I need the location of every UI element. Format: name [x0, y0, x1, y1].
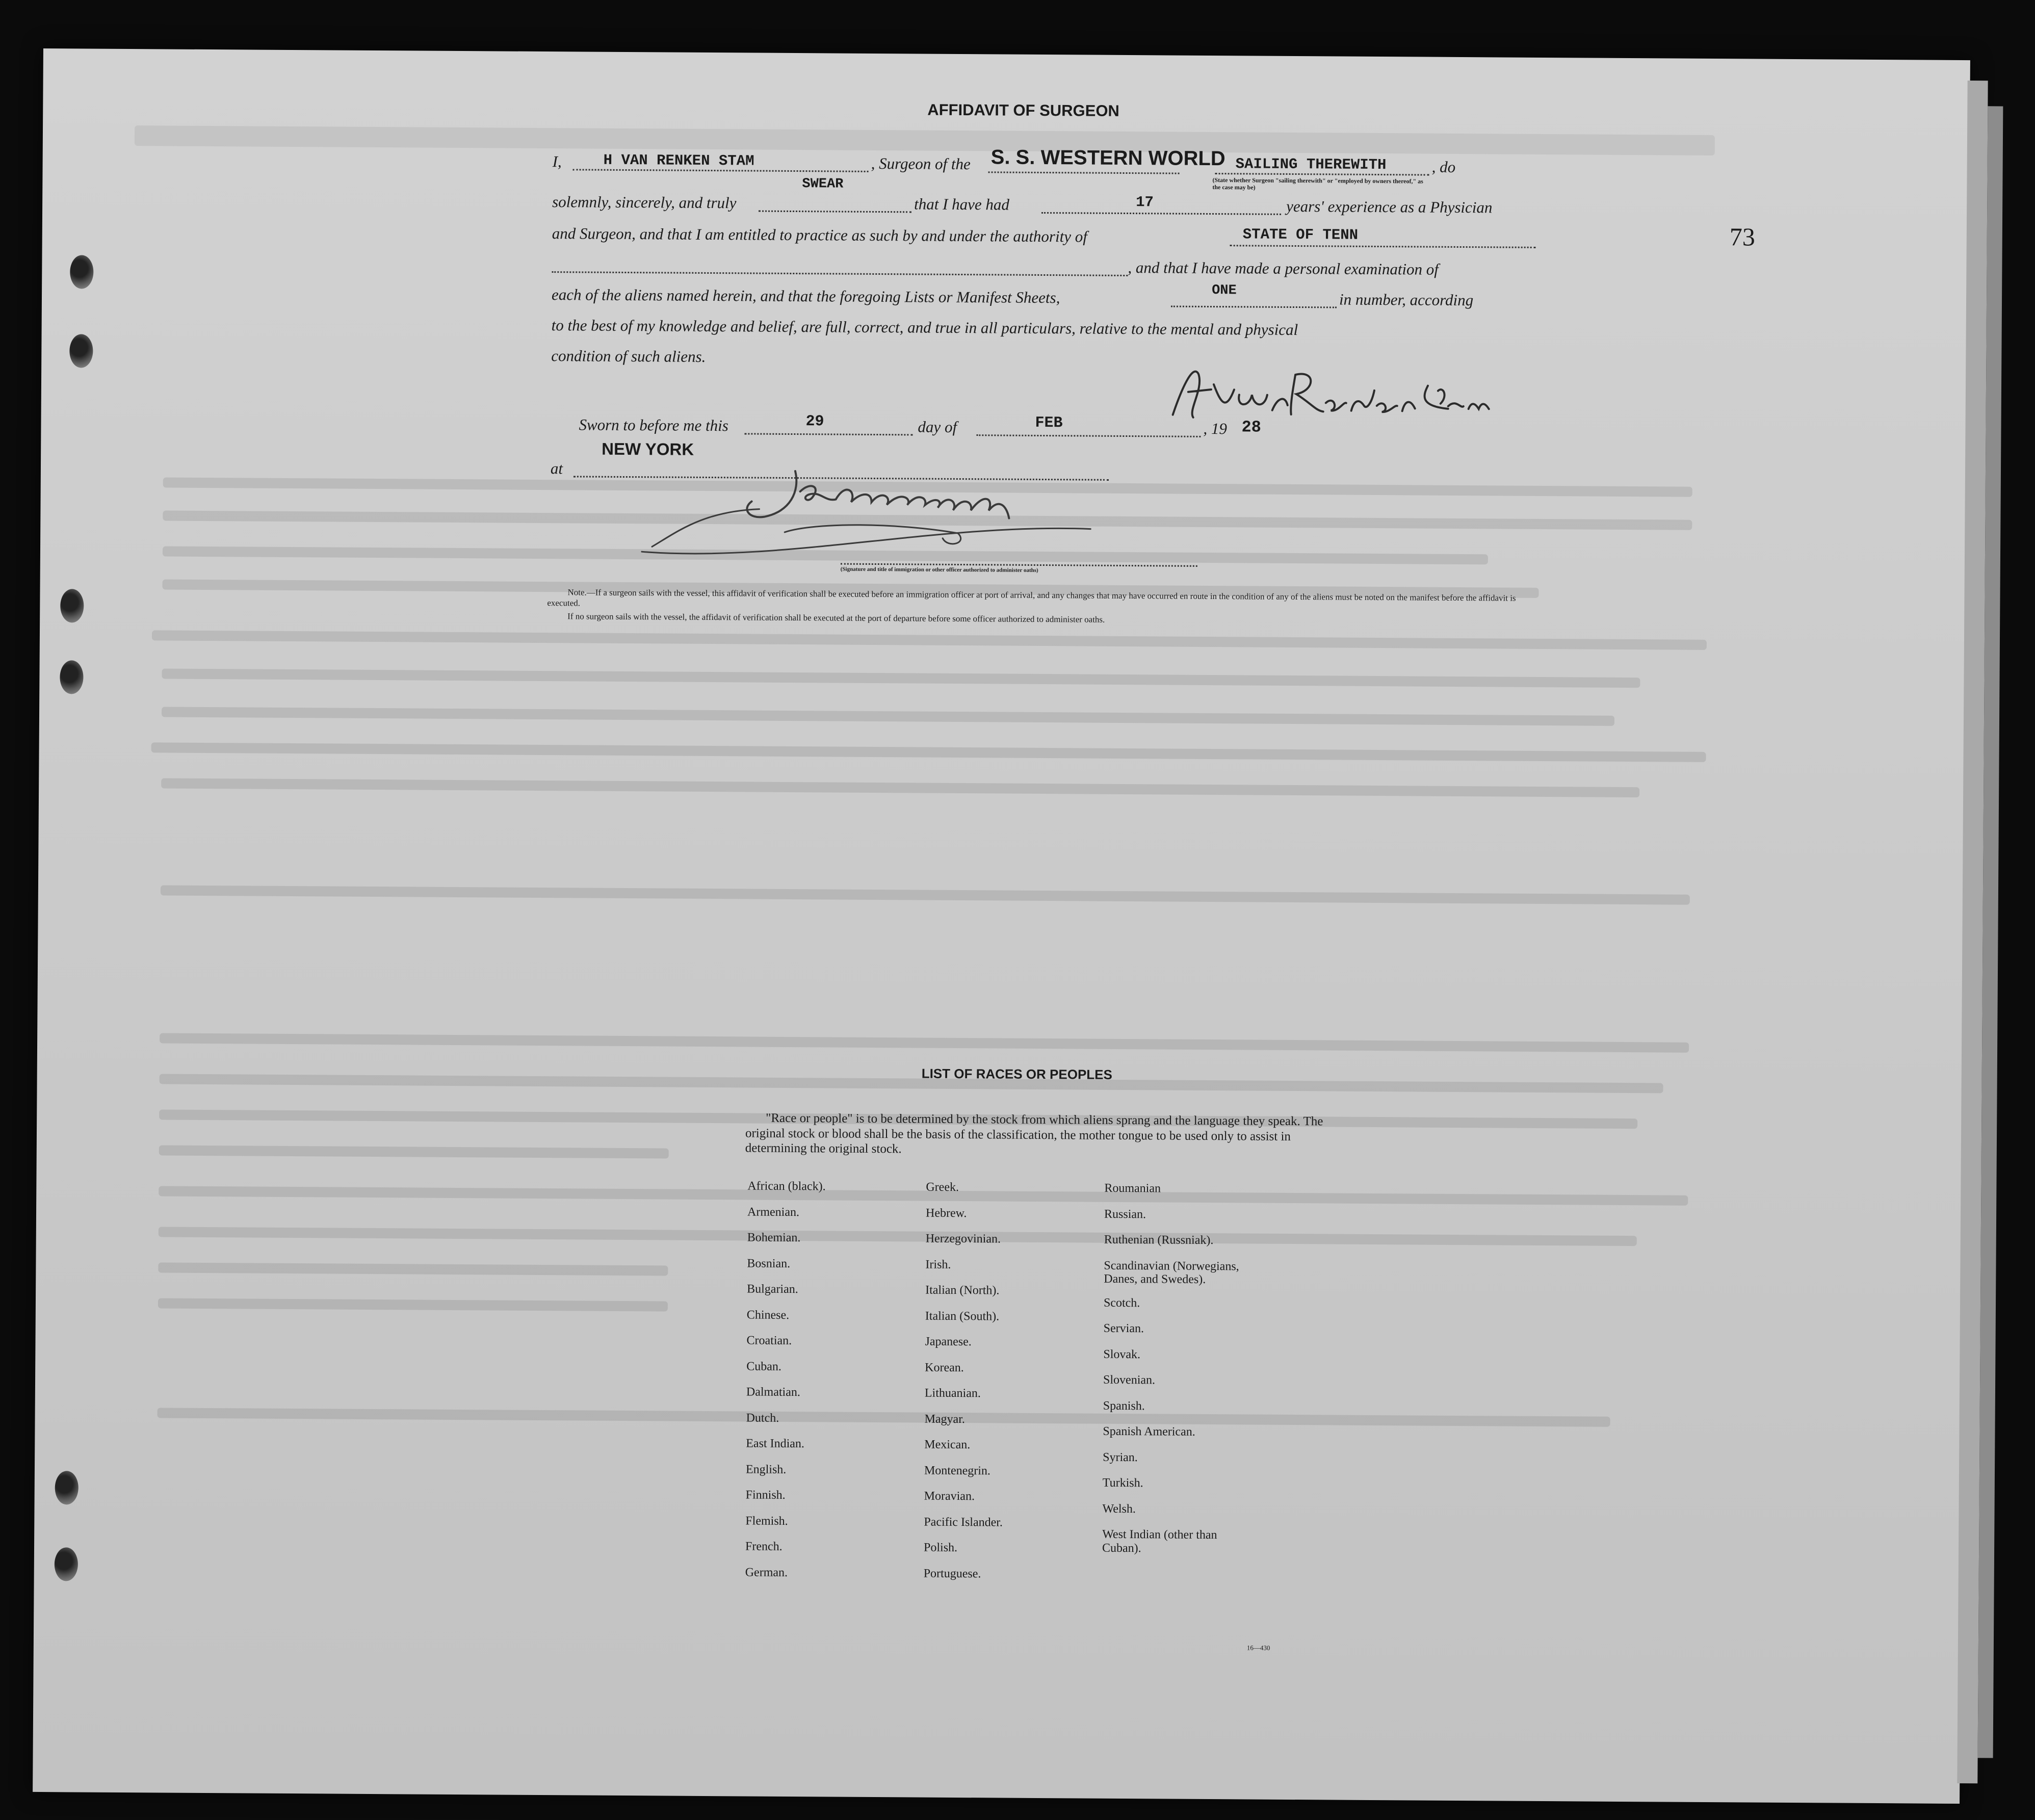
- officer-caption: (Signature and title of immigration or other officer authorized to administer oaths): [840, 566, 1038, 574]
- text: I,: [552, 152, 562, 171]
- fill-line: [552, 271, 1128, 276]
- text: day of: [918, 418, 957, 436]
- race-item: Slovak.: [1103, 1347, 1141, 1361]
- race-item: Russian.: [1104, 1207, 1146, 1221]
- race-item: Montenegrin.: [924, 1464, 991, 1477]
- race-item: Slovenian.: [1103, 1373, 1156, 1387]
- race-item: English.: [745, 1462, 787, 1476]
- fill-line: [1171, 306, 1337, 308]
- race-item: Cuban.: [746, 1359, 781, 1373]
- race-item: Greek.: [926, 1180, 959, 1194]
- binder-hole-icon: [70, 255, 93, 289]
- race-item: Chinese.: [746, 1308, 790, 1322]
- text: that I have had: [914, 195, 1010, 214]
- authority: STATE OF TENN: [1242, 226, 1359, 244]
- race-item: Ruthenian (Russniak).: [1104, 1233, 1214, 1247]
- race-item: Moravian.: [924, 1489, 975, 1503]
- text: in number, according: [1339, 290, 1474, 309]
- binder-hole-icon: [69, 334, 93, 368]
- race-item: Turkish.: [1102, 1476, 1143, 1490]
- sailing-status: SAILING THEREWITH: [1235, 155, 1387, 174]
- fill-line: [573, 169, 869, 172]
- race-item: Spanish American.: [1103, 1424, 1195, 1439]
- race-item: Flemish.: [745, 1514, 788, 1528]
- sailing-note: (State whether Surgeon "sailing therewith" or "employed by owners thereof," as the case may be): [1212, 176, 1423, 191]
- race-item: German.: [745, 1565, 788, 1579]
- text: condition of such aliens.: [551, 347, 706, 366]
- text: to the best of my knowledge and belief, are full, correct, and true in all particulars, relative to the mental and physical: [551, 316, 1298, 339]
- race-item: Mexican.: [924, 1438, 971, 1452]
- text: years' experience as a Physician: [1286, 197, 1493, 217]
- fill-line: [759, 211, 911, 213]
- race-item: Italian (South).: [925, 1309, 1000, 1323]
- race-item: Roumanian: [1104, 1181, 1161, 1195]
- binder-hole-icon: [60, 660, 83, 694]
- race-item: African (black).: [747, 1179, 826, 1193]
- race-item: Portuguese.: [923, 1567, 981, 1580]
- race-item: Croatian.: [746, 1334, 792, 1348]
- race-item: Spanish.: [1103, 1399, 1145, 1413]
- fill-line: [976, 434, 1201, 437]
- race-item: Finnish.: [745, 1488, 786, 1502]
- note-no-surgeon: If no surgeon sails with the vessel, the affidavit of verification shall be executed at the port of departure before some officer authorized to administer oaths.: [567, 611, 1105, 625]
- race-item: West Indian (other than Cuban).: [1102, 1527, 1217, 1555]
- race-item: Herzegovinian.: [925, 1232, 1001, 1246]
- page-number: 73: [1729, 222, 1755, 251]
- race-item: Magyar.: [924, 1412, 966, 1426]
- race-item: Welsh.: [1102, 1502, 1136, 1516]
- oath-type: SWEAR: [802, 176, 844, 192]
- race-item: Korean.: [925, 1361, 964, 1374]
- sheet-count: ONE: [1212, 283, 1237, 299]
- text: each of the aliens named herein, and that the foregoing Lists or Manifest Sheets,: [551, 285, 1060, 307]
- race-item: Dalmatian.: [746, 1385, 800, 1399]
- race-item: Scotch.: [1103, 1296, 1140, 1310]
- binder-hole-icon: [55, 1471, 79, 1504]
- text: at: [550, 459, 563, 478]
- binder-hole-icon: [60, 589, 84, 622]
- sworn-year: 28: [1241, 418, 1262, 437]
- text: , Surgeon of the: [871, 154, 971, 173]
- text: , do: [1431, 158, 1456, 176]
- race-item: Pacific Islander.: [924, 1515, 1003, 1529]
- race-item: Scandinavian (Norwegians, Danes, and Swedes).: [1104, 1259, 1239, 1286]
- race-item: Syrian.: [1103, 1450, 1138, 1464]
- race-item: Japanese.: [925, 1335, 972, 1349]
- binder-hole-icon: [55, 1547, 78, 1581]
- text: , 19: [1203, 419, 1228, 438]
- fill-line: [1230, 245, 1536, 248]
- place: NEW YORK: [602, 439, 694, 459]
- race-item: Hebrew.: [926, 1206, 967, 1220]
- races-intro: "Race or people" is to be determined by the stock from which aliens sprang and the language they speak. The original stock or blood shall be the basis of the classification, the mother tongue to be used only to assist in determining the original stock.: [745, 1111, 1323, 1156]
- text: and Surgeon, and that I am entitled to practice as such by and under the authority of: [552, 224, 1088, 246]
- affidavit-title: AFFIDAVIT OF SURGEON: [927, 100, 1119, 120]
- race-item: Armenian.: [747, 1205, 800, 1219]
- fill-line: [1041, 212, 1281, 215]
- ship-name: S. S. WESTERN WORLD: [990, 146, 1225, 170]
- text: Sworn to before me this: [579, 415, 728, 435]
- race-item: Servian.: [1103, 1321, 1144, 1336]
- sworn-month: FEB: [1035, 414, 1063, 432]
- races-title: LIST OF RACES OR PEOPLES: [921, 1065, 1112, 1082]
- officer-signature: [632, 460, 1167, 560]
- years-experience: 17: [1136, 194, 1154, 211]
- race-item: Irish.: [925, 1258, 951, 1271]
- document-page: [33, 48, 1970, 1804]
- race-item: Polish.: [923, 1541, 958, 1555]
- race-item: Bulgarian.: [747, 1282, 798, 1296]
- fill-line: [1215, 173, 1429, 176]
- race-item: East Indian.: [746, 1437, 805, 1451]
- fill-line: [988, 171, 1180, 174]
- note-surgeon-sails: Note.—If a surgeon sails with the vessel, this affidavit of verification shall be executed before an immigration officer at port of arrival, and any changes that may have occurred en route in the condition of any of the aliens must be noted on the manifest before the affidavit is executed.: [547, 587, 1516, 608]
- text: , and that I have made a personal examination of: [1128, 258, 1439, 278]
- sworn-day: 29: [805, 413, 824, 431]
- text: solemnly, sincerely, and truly: [552, 193, 737, 212]
- race-item: French.: [745, 1540, 782, 1553]
- surgeon-name: H VAN RENKEN STAM: [603, 151, 754, 170]
- form-number: 16—430: [1246, 1644, 1270, 1652]
- fill-line: [744, 433, 912, 435]
- race-item: Lithuanian.: [924, 1386, 981, 1400]
- race-item: Dutch.: [746, 1411, 779, 1425]
- race-item: Bosnian.: [747, 1256, 791, 1270]
- bleed-through-texture: [33, 48, 1970, 1804]
- race-item: Bohemian.: [747, 1231, 801, 1245]
- race-item: Italian (North).: [925, 1283, 1000, 1297]
